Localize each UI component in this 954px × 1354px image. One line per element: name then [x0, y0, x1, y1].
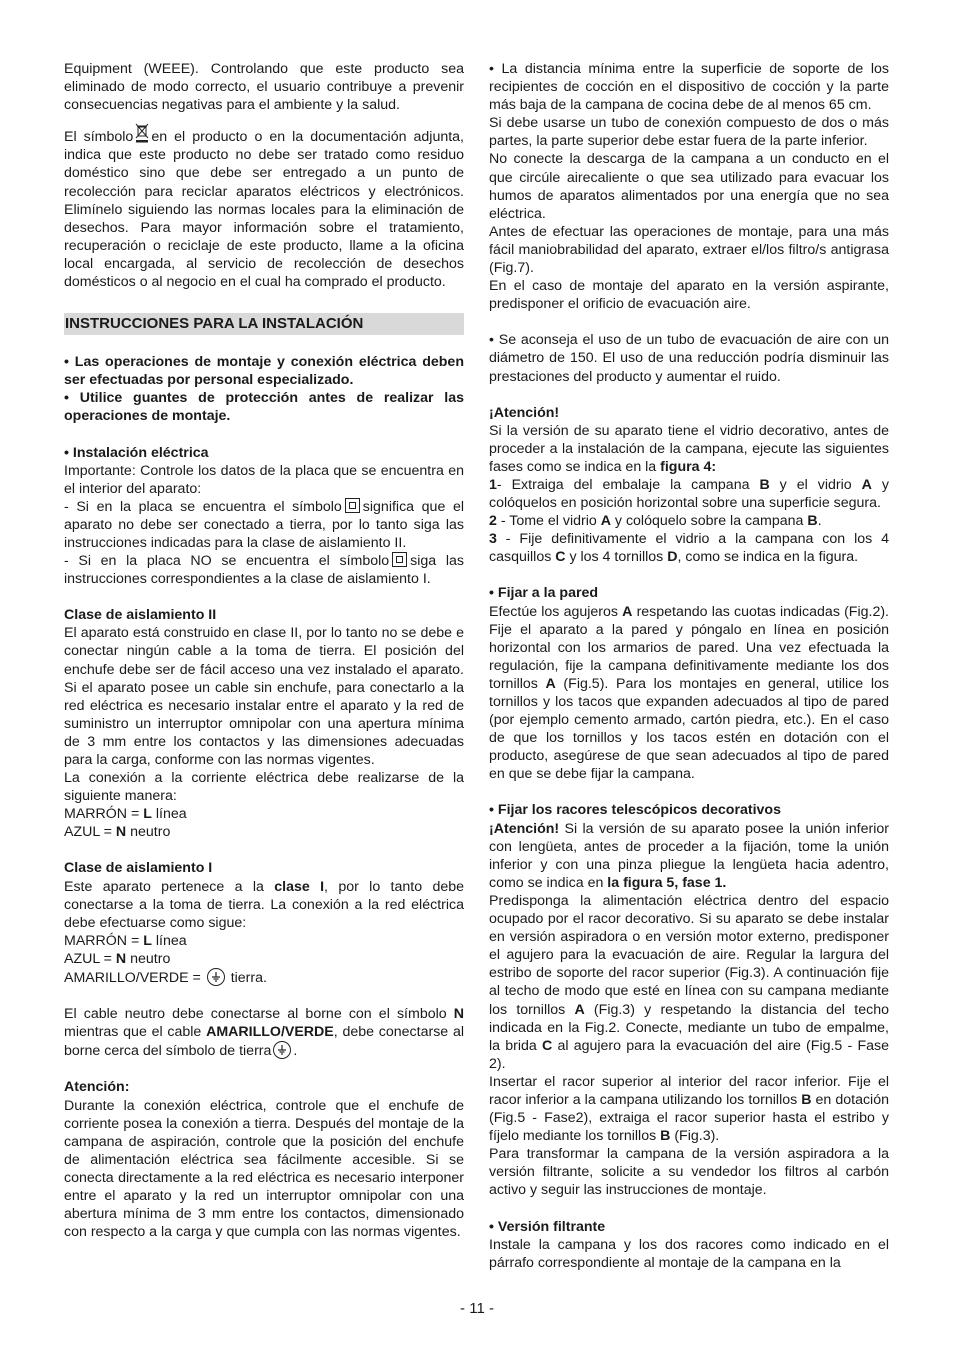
wall-text: (Fig.5). Para los montajes en general, utilice los tornillos y los tacos que expanden adecuados al tipo de pared (por ejemplo cemento armado, cartón piedra, etc.). En el caso de que los tornillos y los tacos estén en dotación con el producto, asegúrese de que sean adecuados al tipo de pared en que se debe fijar la campana.	[489, 675, 889, 783]
class-i-text-b: clase I	[274, 878, 325, 895]
class-i-heading: Clase de aislamiento I	[64, 860, 213, 877]
tele-letter: B	[801, 1091, 812, 1108]
step-number: 2	[489, 513, 497, 530]
class-i-text-a: Este aparato pertenece a la	[64, 878, 275, 895]
wire-label: MARRÓN =	[64, 806, 144, 823]
class-ii-paragraph: El aparato está construido en clase II, por lo tanto no se debe e conectar ningún cable a la toma de tierra. El posición del enchufe debe ser de fácil acceso una vez instalado el aparato. Si el aparato posee un cable sin enchufe, para conectarlo a la red eléctrica es necesario instalar entre el aparato y la red de suministro un interruptor omnipolar con una apertura mínima de 3 mm entre los contactos y las dimensiones adecuadas para la carga, conforme con las normas vigentes.	[64, 625, 464, 768]
tele-text: (Fig.3) y respetando la distancia del techo indicada en la Fig.2. Conecte, mediante un tubo de empalme, la brida	[489, 1001, 889, 1054]
class-i-text-c: , por lo tanto debe conectarse a la toma de tierra. La conexión a la red eléctrica debe efectuarse como sigue:	[64, 878, 465, 931]
weee-paragraph: Equipment (WEEE). Controlando que este producto sea eliminado de modo correcto, el usuario contribuye a prevenir consecuencias negativas para el ambiente y la salud.	[64, 61, 464, 114]
step-text: - Fije definitivamente el vidrio a la campana con los 4 casquillos	[489, 531, 889, 566]
warning-2: • Utilice guantes de protección antes de realizar las operaciones de montaje.	[64, 390, 464, 425]
step-text: y los 4 tornillos	[565, 549, 668, 566]
step-letter: B	[807, 513, 818, 530]
step-letter: A	[600, 513, 611, 530]
class-ii-blue	[64, 823, 464, 841]
class-i-paragraph	[64, 878, 464, 932]
step-1	[489, 476, 889, 512]
wire-code: N	[115, 824, 127, 841]
electrical-text-b: significa que el aparato no debe ser conectado a tierra, por lo tanto siga las instrucciones indicadas para la clase de aislamiento II.	[64, 498, 464, 551]
electrical-text-a: - Si en la placa se encuentra el símbolo	[64, 498, 342, 515]
tele-text: Insertar el racor superior al interior del racor inferior. Fije el racor inferior a la campana utilizando los tornillos	[489, 1073, 889, 1108]
tele-text: en dotación (Fig.5 - Fase2), extraiga el racor superior hasta el estribo y fíjelo mediante los tornillos	[489, 1091, 889, 1145]
step-text: .	[817, 513, 822, 530]
section-title: INSTRUCCIONES PARA LA INSTALACIÓN	[64, 313, 464, 335]
electrical-text-d: siga las instrucciones correspondientes a la clase de aislamiento I.	[64, 553, 464, 588]
glass-text-b: figura 4:	[660, 458, 717, 475]
wire-label: AMARILLO/VERDE =	[64, 970, 205, 987]
glass-text-a: Si la versión de su aparato tiene el vidrio decorativo, antes de proceder a la instalación de la campana, ejecute las siguientes fases como se indica en la	[489, 422, 889, 475]
step-text: y colóquelos en posición horizontal sobre una superficie segura.	[489, 476, 889, 512]
double-insulation-icon	[345, 498, 360, 513]
earth-ground-icon	[207, 968, 225, 986]
step-text: y colóquelo sobre la campana	[610, 513, 808, 530]
neutral-text-c: mientras que el cable	[64, 1024, 207, 1041]
min-distance-paragraph: • La distancia mínima entre la superficie de soporte de los recipientes de cocción en el dispositivo de cocción y la parte más baja de la campana de cocina debe de al menos 65 cm.	[489, 61, 889, 114]
step-number: 3	[489, 531, 497, 548]
class-ii-connection: La conexión a la corriente eléctrica debe realizarse de la siguiente manera:	[64, 770, 464, 805]
step-text: , como se indica en la figura.	[677, 549, 859, 566]
telescopic-paragraph-1	[489, 820, 889, 892]
tele-text: Si la versión de su aparato posee la unión inferior con lengüeta, antes de proceder a la fijación, tome la unión inferior y con una pinza pliegue la lengüeta hacia adentro, como se indica en	[489, 820, 889, 891]
glass-attention-paragraph	[489, 422, 889, 476]
electrical-paragraph-1: Importante: Controle los datos de la placa que se encuentra en el interior del aparato:	[64, 462, 464, 497]
class-ii-brown	[64, 805, 464, 823]
no-connect-paragraph: No conecte la descarga de la campana a un conducto en el que circúle airecaliente o que sea utilizado para evacuar los humos de aparatos alimentados por una energía que no sea eléctrica.	[489, 151, 889, 222]
tele-text: al agujero para la evacuación del aire (Fig.5 - Fase 2).	[489, 1037, 889, 1072]
step-letter: D	[667, 549, 678, 566]
glass-attention-heading: ¡Atención!	[489, 404, 560, 421]
electrical-heading: • Instalación eléctrica	[64, 444, 209, 461]
step-text: y el vidrio	[769, 476, 862, 493]
class-ii-heading: Clase de aislamiento II	[64, 607, 217, 624]
neutral-text-f: .	[293, 1043, 298, 1060]
step-letter: B	[759, 476, 770, 493]
tele-text: ¡Atención!	[489, 820, 560, 837]
attention-heading: Atención:	[64, 1079, 130, 1096]
right-column	[489, 60, 889, 1272]
class-i-blue	[64, 950, 464, 968]
wall-letter: A	[622, 603, 633, 620]
wire-code: L	[143, 806, 152, 823]
diameter-paragraph: • Se aconseja el uso de un tubo de evacuación de aire con un diámetro de 150. El uso de una reducción podría disminuir las prestaciones del producto y aumentar el ruido.	[489, 332, 889, 385]
tele-letter: B	[660, 1128, 671, 1145]
wire-desc: tierra.	[226, 970, 267, 987]
filters-paragraph: Antes de efectuar las operaciones de montaje, para una más fácil maniobrabilidad del aparato, extraer el/los filtro/s antigrasa (Fig.7).	[489, 223, 889, 277]
wall-letter: A	[545, 675, 556, 692]
tele-text: (Fig.3).	[670, 1128, 720, 1145]
electrical-text-c: - Si en la placa NO se encuentra el símbolo	[64, 553, 390, 570]
electrical-paragraph-3	[64, 552, 464, 588]
aspirante-paragraph: En el caso de montaje del aparato en la versión aspirante, predisponer el orificio de evacuación aire.	[489, 278, 889, 313]
page-number: - 11 -	[460, 1300, 494, 1317]
wall-heading: • Fijar a la pared	[489, 585, 599, 602]
neutral-text-a: El cable neutro debe conectarse al borne con el símbolo	[64, 1006, 454, 1023]
symbol-paragraph	[64, 123, 464, 291]
step-text: - Extraiga del embalaje la campana	[496, 476, 760, 493]
step-number: 1	[489, 476, 497, 493]
neutral-paragraph	[64, 1005, 464, 1060]
step-2	[489, 512, 889, 530]
tele-text: Predisponga la alimentación eléctrica dentro del espacio ocupado por el racor decorativo. Si su aparato se debe instalar en versión aspiradora o en versión motor externo, predisponer el agujero para la evacuación de aire. Regular la largura del estribo de soporte del racor superior (Fig.3). A continuación fije al techo de modo que esté en línea con su campana mediante los tornillos	[489, 892, 889, 1018]
neutral-text-e: , debe conectarse al borne cerca del símbolo de tierra	[64, 1024, 464, 1060]
attention-paragraph: Durante la conexión eléctrica, controle que el enchufe de corriente posea la conexión a tierra. Después del montaje de la campana de aspiración, controle que la posición del enchufe de alimentación eléctrica sea fácilmente accesible. Si se conecta directamente a la red eléctrica es necesario interponer entre el aparato y la red un interruptor omnipolar con una abertura mínima de 3 mm entre los contactos, dimensionado con respecto a la carga y que cumpla con las normas vigentes.	[64, 1097, 464, 1241]
wire-label: AZUL =	[64, 950, 116, 967]
wall-text: Efectúe los agujeros	[489, 603, 623, 620]
step-3	[489, 530, 889, 566]
crossed-bin-icon	[135, 123, 149, 143]
telescopic-paragraph-2	[489, 892, 889, 1073]
wire-code: N	[115, 950, 127, 967]
telescopic-paragraph-3	[489, 1073, 889, 1145]
wire-desc: neutro	[126, 950, 171, 967]
wall-paragraph	[489, 603, 889, 784]
wall-text: respetando las cuotas indicadas (Fig.2). Fije el aparato a la pared y póngalo en línea en posición horizontal con los armarios de pared. Una vez efectuada la regulación, fije la campana definitivamente mediante los dos tornillos	[489, 603, 890, 692]
wire-desc: línea	[151, 932, 187, 949]
wire-desc: neutro	[126, 824, 171, 841]
tube-paragraph: Si debe usarse un tubo de conexión compuesto de dos o más partes, la parte superior debe estar fuera de la parte inferior.	[489, 115, 889, 150]
filter-version-heading: • Versión filtrante	[489, 1218, 606, 1235]
class-i-brown	[64, 932, 464, 950]
tele-letter: C	[542, 1037, 553, 1054]
double-insulation-icon	[392, 552, 407, 567]
step-letter: C	[555, 549, 566, 566]
left-column	[64, 60, 464, 1241]
wire-desc: línea	[151, 806, 187, 823]
neutral-text-b: N	[453, 1006, 464, 1023]
symbol-text-a: El símbolo	[64, 129, 134, 146]
earth-ground-icon	[273, 1041, 291, 1059]
telescopic-heading: • Fijar los racores telescópicos decorativos	[489, 802, 781, 819]
tele-text: la figura 5, fase 1.	[607, 874, 727, 891]
telescopic-paragraph-4: Para transformar la campana de la versión aspiradora a la versión filtrante, solicite a su vendedor los filtros al carbón activo y seguir las instrucciones de montaje.	[489, 1146, 889, 1199]
wire-label: AZUL =	[64, 824, 116, 841]
tele-letter: A	[574, 1001, 585, 1018]
neutral-text-d: AMARILLO/VERDE	[206, 1024, 334, 1041]
class-i-yellow-green	[64, 968, 464, 987]
filter-version-paragraph: Instale la campana y los dos racores como indicado en el párrafo correspondiente al montaje de la campana en la	[489, 1236, 889, 1271]
step-text: - Tome el vidrio	[496, 513, 601, 530]
electrical-paragraph-2	[64, 498, 464, 552]
step-letter: A	[861, 476, 872, 493]
wire-code: L	[143, 932, 152, 949]
symbol-text-b: en el producto o en la documentación adjunta, indica que este producto no debe ser tratado como residuo doméstico sino que debe ser entregado a un punto de recolección para reciclar aparatos eléctricos y electrónicos. Elimínelo siguiendo las normas locales para la eliminación de desechos. Para mayor información sobre el tratamiento, recuperación o reciclaje de este producto, llame a la oficina local encargada, al servicio de recolección de desechos domésticos o al negocio en el cual ha comprado el producto.	[64, 129, 464, 291]
wire-label: MARRÓN =	[64, 932, 144, 949]
warning-1: • Las operaciones de montaje y conexión eléctrica deben ser efectuadas por personal especializado.	[64, 354, 464, 389]
